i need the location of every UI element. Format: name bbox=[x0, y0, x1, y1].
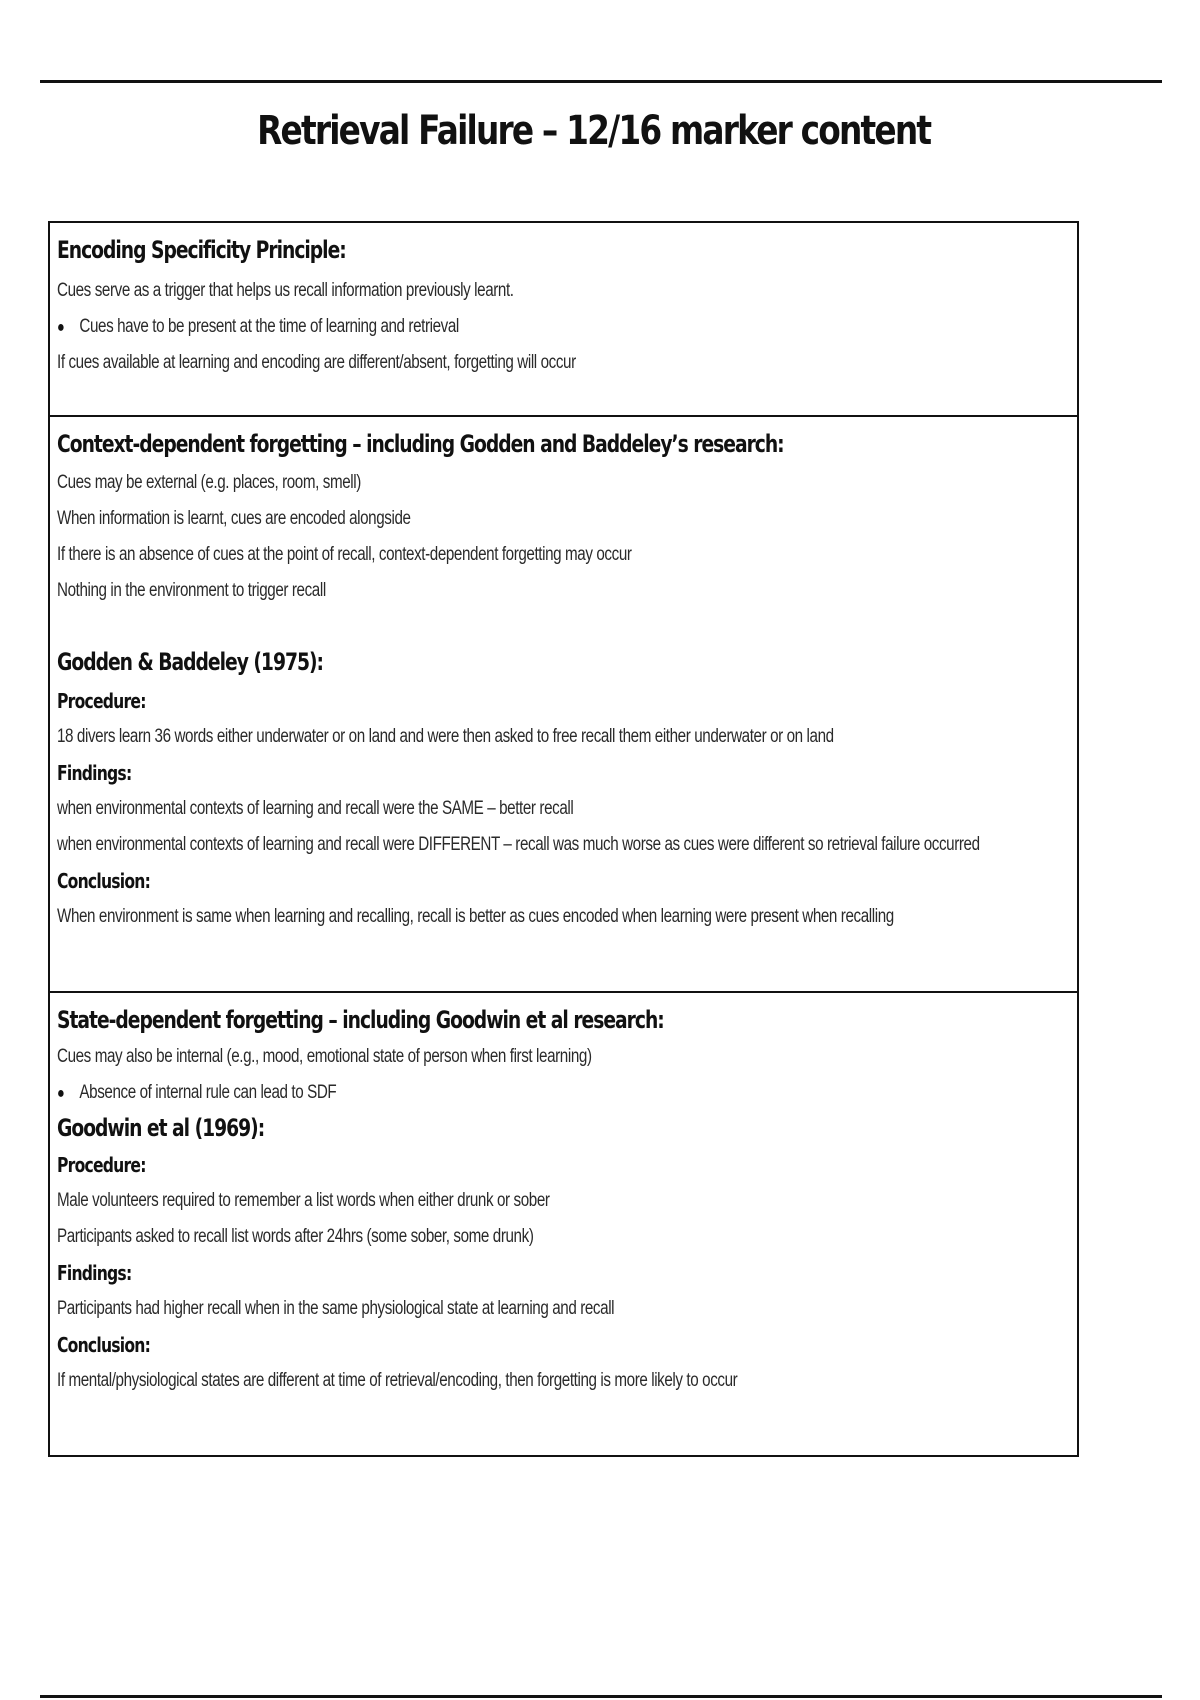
procedure-text: 18 divers learn 36 words either underwater or on land and were then asked to free recall them either underwater or on land bbox=[57, 726, 834, 747]
page-title: Retrieval Failure – 12/16 marker content bbox=[257, 108, 931, 154]
bullet-item bbox=[57, 309, 867, 345]
bullet-item bbox=[57, 1075, 867, 1111]
conclusion-text: If mental/physiological states are different at time of retrieval/encoding, then forgetting is more likely to occur bbox=[57, 1370, 738, 1391]
findings-label: Findings: bbox=[57, 761, 132, 785]
bullet-text: Cues have to be present at the time of learning and retrieval bbox=[79, 316, 459, 337]
section-heading: State-dependent forgetting – including Goodwin et al research: bbox=[57, 1006, 664, 1034]
bullet-icon: ● bbox=[57, 319, 65, 336]
content-table bbox=[48, 221, 1079, 1457]
text-line: Cues may be external (e.g. places, room, smell) bbox=[57, 472, 361, 493]
text-line: Cues serve as a trigger that helps us recall information previously learnt. bbox=[57, 280, 514, 301]
section-context-dependent bbox=[50, 417, 1077, 993]
conclusion-label: Conclusion: bbox=[57, 1333, 151, 1357]
section-heading: Encoding Specificity Principle: bbox=[57, 236, 346, 264]
text-line: If cues available at learning and encoding are different/absent, forgetting will occur bbox=[57, 352, 576, 373]
procedure-label: Procedure: bbox=[57, 689, 146, 713]
section-encoding-specificity bbox=[50, 223, 1077, 417]
text-line: Nothing in the environment to trigger recall bbox=[57, 580, 326, 601]
study-title: Goodwin et al (1969): bbox=[57, 1114, 265, 1142]
conclusion-text: When environment is same when learning and recalling, recall is better as cues encoded when learning were present when recalling bbox=[57, 906, 894, 927]
study-title: Godden & Baddeley (1975): bbox=[57, 648, 323, 676]
findings-label: Findings: bbox=[57, 1261, 132, 1285]
findings-text: when environmental contexts of learning and recall were the SAME – better recall bbox=[57, 798, 574, 819]
procedure-label: Procedure: bbox=[57, 1153, 146, 1177]
procedure-text: Participants asked to recall list words after 24hrs (some sober, some drunk) bbox=[57, 1226, 534, 1247]
top-rule bbox=[40, 80, 1162, 83]
conclusion-label: Conclusion: bbox=[57, 869, 151, 893]
text-line: If there is an absence of cues at the point of recall, context-dependent forgetting may occur bbox=[57, 544, 632, 565]
findings-text: Participants had higher recall when in the same physiological state at learning and recall bbox=[57, 1298, 615, 1319]
section-state-dependent bbox=[50, 993, 1077, 1455]
procedure-text: Male volunteers required to remember a list words when either drunk or sober bbox=[57, 1190, 550, 1211]
bullet-icon: ● bbox=[57, 1085, 65, 1102]
findings-text: when environmental contexts of learning and recall were DIFFERENT – recall was much worse as cues were different so retrieval failure occurred bbox=[57, 834, 980, 855]
bottom-rule bbox=[40, 1695, 1162, 1698]
text-line: When information is learnt, cues are encoded alongside bbox=[57, 508, 411, 529]
section-heading: Context-dependent forgetting – including Godden and Baddeley’s research: bbox=[57, 430, 784, 458]
bullet-text: Absence of internal rule can lead to SDF bbox=[79, 1082, 337, 1103]
text-line: Cues may also be internal (e.g., mood, emotional state of person when first learning) bbox=[57, 1046, 592, 1067]
